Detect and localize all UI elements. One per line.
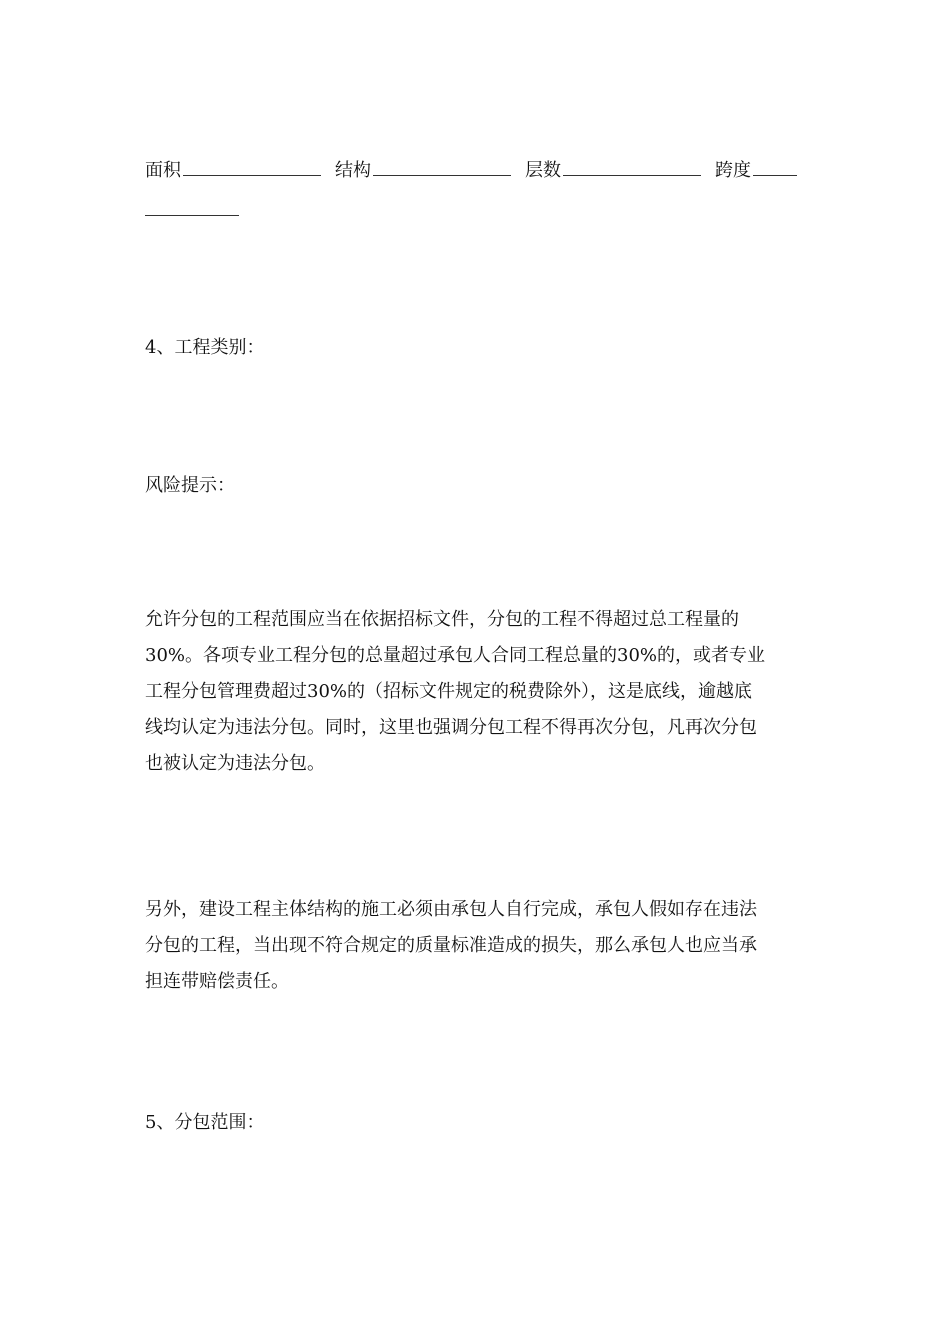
span-label: 跨度 [715,160,751,181]
span-blank[interactable] [753,159,797,176]
structure-blank[interactable] [373,159,511,176]
paragraph-line: 另外，建设工程主体结构的施工必须由承包人自行完成，承包人假如存在违法 [145,899,757,920]
risk-heading: 风险提示： [145,475,235,496]
building-info-row [145,159,797,183]
paragraph-line: 担连带赔偿责任。 [145,971,289,992]
risk-paragraph-1 [145,602,805,782]
area-label: 面积 [145,160,181,181]
floors-blank[interactable] [563,159,701,176]
paragraph-line: 线均认定为违法分包。同时，这里也强调分包工程不得再次分包，凡再次分包 [145,717,757,738]
floors-label: 层数 [525,160,561,181]
risk-paragraph-2 [145,892,805,1000]
paragraph-line: 也被认定为违法分包。 [145,753,325,774]
paragraph-line: 分包的工程，当出现不符合规定的质量标准造成的损失，那么承包人也应当承 [145,935,757,956]
area-blank[interactable] [183,159,321,176]
span-blank-continuation[interactable] [145,215,239,216]
section-4-heading: 4、工程类别： [145,337,265,358]
structure-label: 结构 [335,160,371,181]
paragraph-line: 工程分包管理费超过30%的（招标文件规定的税费除外），这是底线，逾越底 [145,681,753,702]
paragraph-line: 允许分包的工程范围应当在依据招标文件，分包的工程不得超过总工程量的 [145,609,739,630]
section-5-heading: 5、分包范围： [145,1112,265,1133]
paragraph-line: 30%。各项专业工程分包的总量超过承包人合同工程总量的30%的，或者专业 [145,645,766,666]
